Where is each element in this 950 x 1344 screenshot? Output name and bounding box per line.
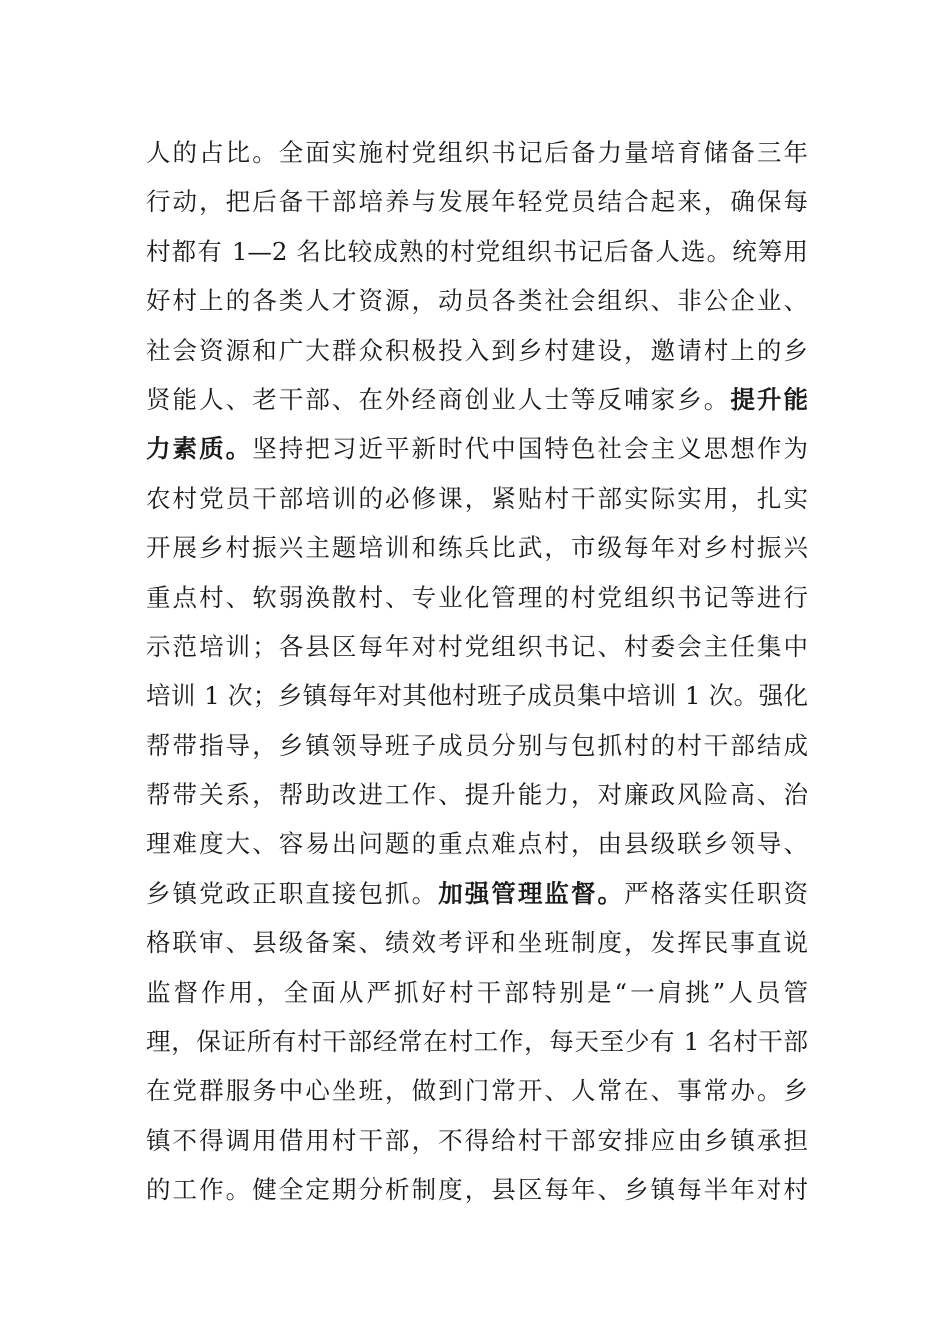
body-text-segment: 培训 1 次；乡镇每年对其他村班子成员集中培训 1 次。强化 bbox=[146, 681, 808, 711]
body-text-segment: 好村上的各类人才资源，动员各类社会组织、非公企业、 bbox=[146, 286, 808, 316]
body-text-segment: 帮带关系，帮助改进工作、提升能力，对廉政风险高、治 bbox=[146, 780, 808, 810]
text-line bbox=[146, 326, 808, 375]
text-line bbox=[146, 276, 808, 325]
text-line bbox=[146, 1165, 808, 1214]
bold-heading-text: 力素质。 bbox=[146, 434, 253, 464]
body-text-segment: 格联审、县级备案、绩效考评和坐班制度，发挥民事直说 bbox=[146, 928, 808, 958]
body-text-segment: 人的占比。全面实施村党组织书记后备力量培育储备三年 bbox=[146, 138, 808, 167]
body-text-segment: 在党群服务中心坐班，做到门常开、人常在、事常办。乡 bbox=[146, 1076, 808, 1106]
text-line bbox=[146, 671, 808, 720]
bold-heading-text: 提升能 bbox=[730, 384, 808, 414]
body-text-segment: 严格落实任职资 bbox=[624, 878, 808, 908]
text-line bbox=[146, 1017, 808, 1066]
body-text-segment: 镇不得调用借用村干部，不得给村干部安排应由乡镇承担 bbox=[146, 1125, 808, 1155]
body-text-segment: 重点村、软弱涣散村、专业化管理的村党组织书记等进行 bbox=[146, 582, 808, 612]
text-line bbox=[146, 177, 808, 226]
body-text-segment: 开展乡村振兴主题培训和练兵比武，市级每年对乡村振兴 bbox=[146, 533, 808, 563]
text-line bbox=[146, 227, 808, 276]
text-line bbox=[146, 968, 808, 1017]
body-text-segment: 坚持把习近平新时代中国特色社会主义思想作为 bbox=[252, 434, 808, 464]
body-text-segment: 社会资源和广大群众积极投入到乡村建设，邀请村上的乡 bbox=[146, 335, 808, 365]
text-line bbox=[146, 819, 808, 868]
body-text-segment: 监督作用，全面从严抓好村干部特别是“一肩挑”人员管 bbox=[146, 977, 808, 1007]
body-text-segment: 理难度大、容易出问题的重点难点村，由县级联乡领导、 bbox=[146, 829, 808, 859]
text-line bbox=[146, 1116, 808, 1165]
text-line bbox=[146, 375, 808, 424]
body-text-segment: 贤能人、老干部、在外经商创业人士等反哺家乡。 bbox=[146, 384, 731, 414]
body-text-segment: 乡镇党政正职直接包抓。 bbox=[146, 878, 439, 908]
text-line bbox=[146, 128, 808, 177]
body-text-segment: 的工作。健全定期分析制度，县区每年、乡镇每半年对村 bbox=[146, 1175, 808, 1205]
text-line bbox=[146, 869, 808, 918]
body-text-segment: 行动，把后备干部培养与发展年轻党员结合起来，确保每 bbox=[146, 187, 808, 217]
text-line bbox=[146, 918, 808, 967]
body-text-segment: 村都有 1—2 名比较成熟的村党组织书记后备人选。统筹用 bbox=[146, 236, 808, 266]
text-line bbox=[146, 424, 808, 473]
body-text bbox=[146, 128, 808, 1215]
text-line bbox=[146, 474, 808, 523]
text-line bbox=[146, 622, 808, 671]
text-line bbox=[146, 573, 808, 622]
text-line bbox=[146, 770, 808, 819]
body-text-segment: 示范培训；各县区每年对村党组织书记、村委会主任集中 bbox=[146, 631, 808, 661]
body-text-segment: 农村党员干部培训的必修课，紧贴村干部实际实用，扎实 bbox=[146, 483, 808, 513]
body-text-segment: 帮带指导，乡镇领导班子成员分别与包抓村的村干部结成 bbox=[146, 730, 808, 760]
bold-heading-text: 加强管理监督。 bbox=[438, 878, 625, 908]
text-line bbox=[146, 523, 808, 572]
text-line bbox=[146, 1066, 808, 1115]
body-text-segment: 理，保证所有村干部经常在村工作，每天至少有 1 名村干部 bbox=[146, 1027, 808, 1057]
text-line bbox=[146, 721, 808, 770]
